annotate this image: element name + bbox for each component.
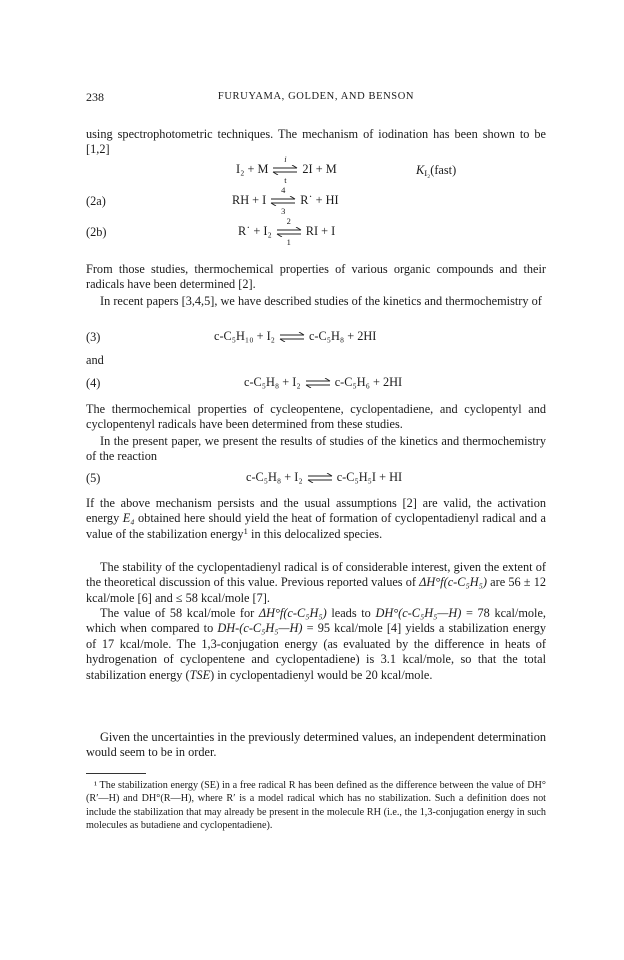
eq-i-k-symbol: K	[416, 163, 425, 177]
activation-energy-symbol: E₄	[122, 511, 135, 526]
page-number: 238	[86, 90, 104, 104]
p8-text-b: leads to	[326, 606, 376, 620]
paragraph-mechanism-persists	[86, 496, 546, 542]
and-text: and	[86, 353, 104, 367]
equilibrium-arrow-icon	[305, 375, 331, 391]
eq-2b-label: (2b)	[86, 225, 107, 239]
equation-5	[86, 464, 546, 490]
equilibrium-arrow-icon	[270, 185, 296, 216]
eq-2a-left: RH + I	[232, 192, 267, 207]
p8-text-a: The value of 58 kcal/mole for	[100, 606, 259, 620]
eq-4-right: c-C₅H₆ + 2HI	[334, 374, 403, 389]
equation-i	[86, 154, 546, 185]
bond-dissociation-reference-symbol: DH-(c-C₅H₅—H)	[217, 621, 303, 636]
paragraph-recent-papers: In recent papers [3,4,5], we have described studies of the kinetics and thermochemistry of	[100, 294, 542, 308]
paragraph-stability	[86, 560, 546, 606]
p6-text-a: If the above mechanism persists and the usual assumptions [2] are valid, the activation energy	[86, 496, 546, 526]
eq-i-note: (fast)	[430, 163, 457, 177]
footnote: ¹ The stabilization energy (SE) in a free radical R has been defined as the difference between the value of DH°(R′—H) and DH°(R—H), where R′ is a model radical which has no stabilization. Such a definition does not include the stabilization that may already be present in the molecule RH (i.e., the 1,3-conjugation energy in such molecules as butadiene and cyclopentadiene).	[86, 780, 546, 832]
eq-i-right: 2I + M	[302, 161, 337, 176]
eq-5-left: c-C₅H₈ + I₂	[246, 469, 303, 484]
eq-i-k-subscript: I₂	[424, 168, 431, 179]
eq-2b-left: R˙ + I₂	[238, 223, 272, 238]
heat-of-formation-symbol: ΔH°f(c-C₅H₅)	[419, 575, 487, 590]
equilibrium-arrow-icon	[279, 329, 305, 345]
eq-5-label: (5)	[86, 471, 101, 485]
equilibrium-arrow-icon	[307, 470, 333, 486]
paragraph-cyclopentene-properties: The thermochemical properties of cycleopentene, cyclopentadiene, and cyclopentyl and cyclopentenyl radicals have been determined from these studies.	[86, 402, 546, 432]
p6-text-c: in this delocalized species.	[247, 526, 383, 541]
eq-3-left: c-C₅H₁₀ + I₂	[214, 328, 275, 343]
eq-5-right: c-C₅H₅I + HI	[336, 469, 403, 484]
eq-i-forward-label: i	[284, 154, 287, 164]
eq-4-left: c-C₅H₈ + I₂	[244, 374, 301, 389]
equation-3	[86, 323, 546, 349]
p7-text-b: are 56 ± 12 kcal/mole [6] and ≤ 58 kcal/mole [7].	[86, 575, 546, 605]
footnote-divider	[86, 773, 146, 774]
page-header	[86, 90, 546, 106]
footnote-marker: 1	[243, 525, 248, 536]
tse-symbol: TSE	[189, 667, 211, 682]
eq-2a-reverse-label: 3	[281, 206, 286, 216]
bond-dissociation-symbol: DH°(c-C₅H₅—H)	[375, 606, 462, 620]
paragraph-stabilization-value	[86, 606, 546, 683]
eq-i-reverse-label: t	[284, 175, 287, 185]
equation-4	[86, 369, 546, 395]
eq-i-equilibrium-constant	[416, 163, 456, 178]
eq-2b-right: RI + I	[305, 223, 336, 238]
equation-2a	[86, 185, 546, 216]
eq-2a-forward-label: 4	[281, 185, 286, 195]
eq-2b-reverse-label: 1	[286, 237, 291, 247]
p6-text-b: obtained here should yield the heat of formation of cyclopentadienyl radical and a value of the stabilization energy	[86, 511, 546, 541]
p7-text-a: The stability of the cyclopentadienyl radical is of considerable interest, given the extent of the theoretical discussion of this value. Previous reported values of	[86, 560, 546, 590]
eq-4-label: (4)	[86, 376, 101, 390]
eq-2b-forward-label: 2	[286, 216, 291, 226]
eq-2a-label: (2a)	[86, 194, 106, 208]
p8-text-e: ) in cyclopentadienyl would be 20 kcal/mole.	[210, 667, 433, 682]
paragraph-uncertainties: Given the uncertainties in the previously determined values, an independent determination would seem to be in order.	[86, 730, 546, 760]
eq-2a-right: R˙ + HI	[300, 192, 339, 207]
eq-i-left: I₂ + M	[236, 161, 269, 176]
running-head: FURUYAMA, GOLDEN, AND BENSON	[217, 91, 415, 102]
paragraph-present-paper: In the present paper, we present the results of studies of the kinetics and thermochemistry of the reaction	[86, 434, 546, 464]
p8-text-c: = 78 kcal/mole, which when compared to	[86, 606, 547, 636]
equilibrium-arrow-icon	[276, 216, 302, 247]
p8-text-d: = 95 kcal/mole [4] yields a stabilization energy of 17 kcal/mole. The 1,3-conjugation energy (as evaluated by the difference in heats of hydrogenation of cyclopentene and cyclopentadiene) is 3.1 kcal/mole, so that the total stabilization energy (	[86, 621, 546, 682]
equation-2b	[86, 216, 546, 247]
paragraph-mechanism-intro: using spectrophotometric techniques. The mechanism of iodination has been shown to be [1,2]	[86, 127, 546, 157]
heat-of-formation-symbol: ΔH°f(c-C₅H₅)	[258, 606, 327, 620]
equilibrium-arrow-icon	[272, 154, 298, 185]
paragraph-thermochemical-properties: From those studies, thermochemical properties of various organic compounds and their radicals have been determined [2].	[86, 262, 546, 292]
eq-3-label: (3)	[86, 330, 101, 344]
eq-3-right: c-C₅H₈ + 2HI	[308, 328, 377, 343]
